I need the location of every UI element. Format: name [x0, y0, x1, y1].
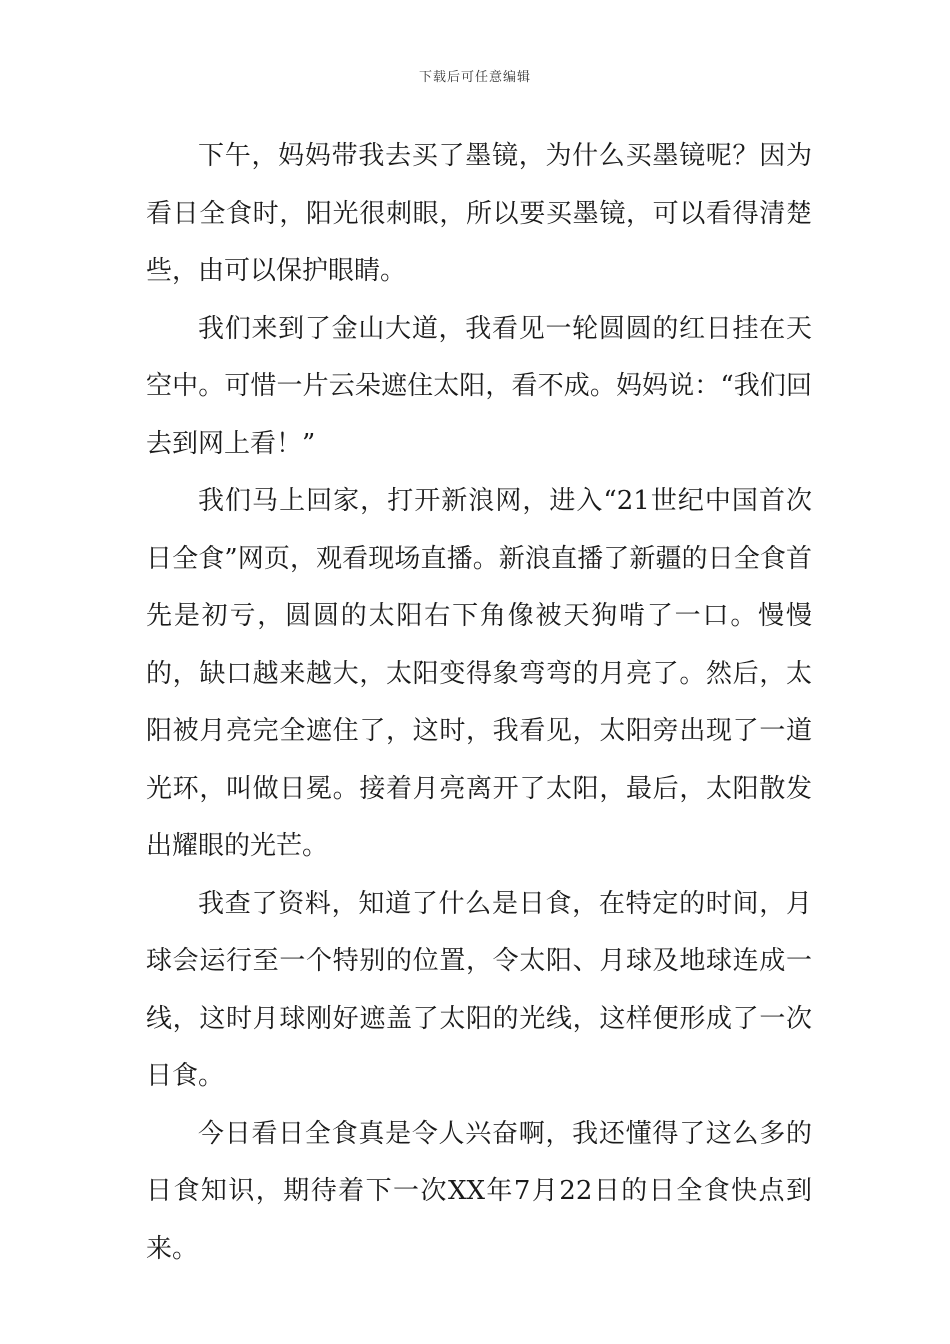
paragraph: 下午，妈妈带我去买了墨镜，为什么买墨镜呢？因为看日全食时，阳光很刺眼，所以要买墨镜，可以看得清楚些，由可以保护眼睛。	[146, 141, 812, 286]
paragraph: 我查了资料，知道了什么是日食，在特定的时间，月球会运行至一个特别的位置，令太阳、月球及地球连成一线，这时月球刚好遮盖了太阳的光线，这样便形成了一次日食。	[146, 888, 812, 1091]
document-body	[146, 128, 812, 1278]
page-header: 下载后可任意编辑	[418, 70, 531, 85]
paragraph: 今日看日全食真是令人兴奋啊，我还懂得了这么多的日食知识，期待着下一次XX年7月22日的日全食快点到来。	[146, 1118, 812, 1264]
paragraph: 我们来到了金山大道，我看见一轮圆圆的红日挂在天空中。可惜一片云朵遮住太阳，看不成。妈妈说：“我们回去到网上看！”	[146, 313, 812, 459]
paragraph: 我们马上回家，打开新浪网，进入“21世纪中国首次日全食”网页，观看现场直播。新浪直播了新疆的日全食首先是初亏，圆圆的太阳右下角像被天狗啃了一口。慢慢的，缺口越来越大，太阳变得象弯弯的月亮了。然后，太阳被月亮完全遮住了，这时，我看见，太阳旁出现了一道光环，叫做日冕。接着月亮离开了太阳，最后，太阳散发出耀眼的光芒。	[146, 486, 812, 861]
